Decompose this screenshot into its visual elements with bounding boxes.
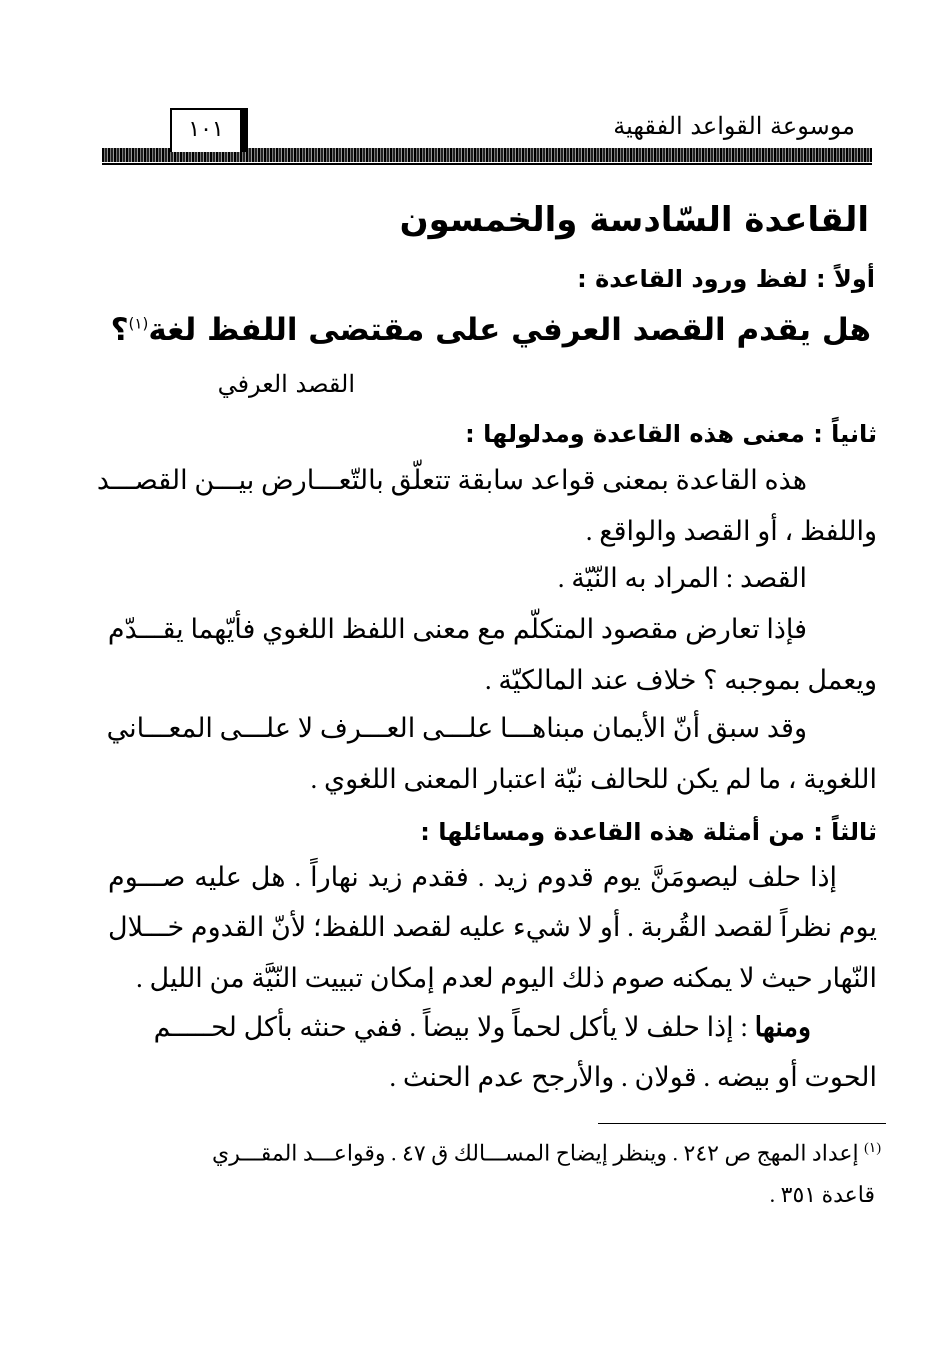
footnote-marker: (١) [864,1141,881,1156]
page-number: ١٠١ [170,108,248,152]
section-heading-1: أولاً : لفظ ورود القاعدة : [577,265,875,293]
body-line: الحوت أو بيضه . قولان . والأرجح عدم الحنث . [389,1062,877,1092]
body-line: ويعمل بموجبه ؟ خلاف عند المالكيّة . [484,665,877,695]
header-rule-thin [102,163,872,165]
rule-question-text: هل يقدم القصد العرفي على مقتضى اللفظ لغة [148,312,871,348]
example-lead: ومنها [754,1012,811,1042]
section-heading-2: ثانياً : معنى هذه القاعدة ومدلولها : [465,420,877,448]
body-line: وقد سبق أنّ الأيمان مبناهـــا علـــى العـــرف لا علـــى المعـــاني [106,713,807,743]
running-title: موسوعة القواعد الفقهية [613,112,855,140]
body-line: النّهار حيث لا يمكنه صوم ذلك اليوم لعدم إمكان تبييت النّيَّة من الليل . [136,963,877,993]
body-line: واللفظ ، أو القصد والواقع . [585,516,877,546]
body-line: اللغوية ، ما لم يكن للحالف نيّة اعتبار المعنى اللغوي . [310,764,877,794]
footnote-text: إعداد المهج ص ٢٤٢ . وينظر إيضاح المســـالك ق ٤٧ . وقواعـــد المقـــري [212,1140,859,1166]
body-line: فإذا تعارض مقصود المتكلّم مع معنى اللفظ اللغوي فأيّهما يقـــدّم [107,614,807,644]
body-line [154,1012,811,1043]
footnote-rule [598,1123,886,1124]
footnote-line [212,1140,881,1166]
body-line: إذا حلف ليصومَنَّ يوم قدوم زيد . فقدم زيد نهاراً . هل عليه صـــوم [108,862,837,892]
footnote-ref: (١) [128,314,149,333]
rule-title: القاعدة السّادسة والخمسون [399,200,869,240]
body-line: القصد : المراد به النّيّة . [557,563,807,593]
section-heading-3: ثالثاً : من أمثلة هذه القاعدة ومسائلها : [420,818,877,846]
question-mark: ؟ [110,312,129,348]
body-line: هذه القاعدة بمعنى قواعد سابقة تتعلّق بالتّعـــارض بيـــن القصـــد [96,465,807,495]
rule-question [111,312,871,348]
footnote-line: قاعدة ٣٥١ . [769,1182,875,1207]
body-line: يوم نظراً لقصد القُربة . أو لا شيء عليه لقصد اللفظ؛ لأنّ القدوم خـــلال [108,912,877,942]
rule-subtitle: القصد العرفي [217,370,355,398]
example-text: : إذا حلف لا يأكل لحماً ولا بيضاً . ففي حنثه بأكل لحـــــم [153,1012,755,1042]
